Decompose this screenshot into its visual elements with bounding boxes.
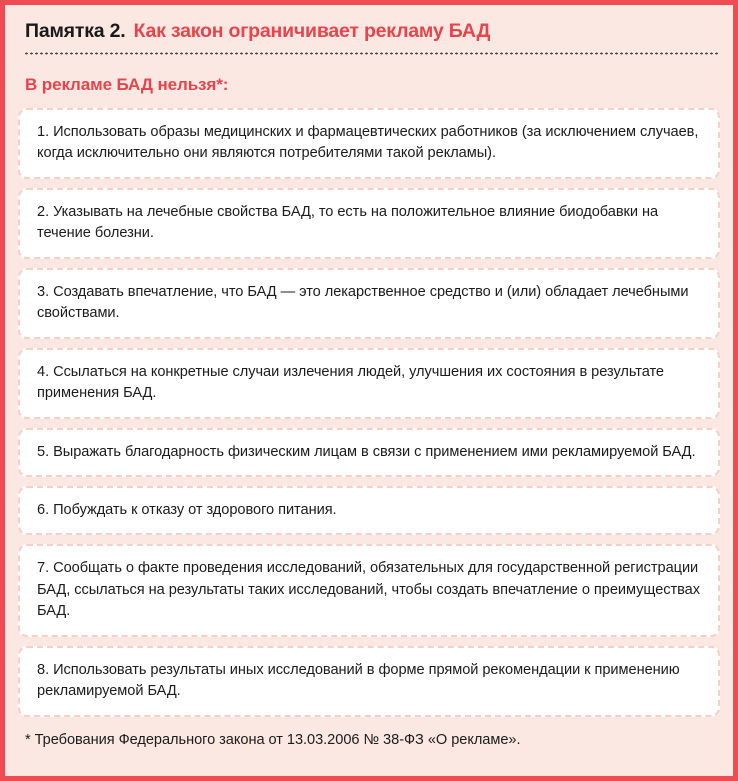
title-prefix: Памятка 2.: [25, 20, 126, 42]
restrictions-list: [18, 108, 720, 717]
list-item: [18, 486, 720, 535]
list-item-text: 3. Создавать впечатление, что БАД — это лекарственное средство и (или) обладает лечебными свойствами.: [37, 283, 689, 322]
footnote: * Требования Федерального закона от 13.03.2006 № 38-ФЗ «О рекламе».: [25, 731, 521, 748]
list-item: [18, 646, 720, 717]
list-item-text: 8. Использовать результаты иных исследований в форме прямой рекомендации к применению рекламируемой БАД.: [37, 661, 680, 700]
list-item: [18, 428, 720, 477]
list-item-text: 2. Указывать на лечебные свойства БАД, то есть на положительное влияние биодобавки на течение болезни.: [37, 203, 659, 242]
list-item: [18, 108, 720, 179]
page-inner: [5, 5, 733, 776]
list-item-text: 1. Использовать образы медицинских и фармацевтических работников (за исключением случаев, когда исключительно они являются потребителями такой рекламы).: [37, 124, 699, 162]
list-item-text: 5. Выражать благодарность физическим лицам в связи с применением ими рекламируемой БАД.: [37, 443, 696, 460]
section-subtitle: В рекламе БАД нельзя*:: [25, 75, 229, 94]
list-item: [18, 544, 720, 636]
list-item-text: 6. Побуждать к отказу от здорового питания.: [37, 501, 337, 518]
list-item-text: 7. Сообщать о факте проведения исследований, обязательных для государственной регистрации БАД, ссылаться на результаты таких исследований, чтобы создать впечатление о преимуществах БАД.: [37, 560, 700, 620]
list-item: [18, 268, 720, 339]
list-item: [18, 188, 720, 259]
list-item-text: 4. Ссылаться на конкретные случаи излечения людей, улучшения их состояния в результате применения БАД.: [37, 363, 664, 402]
title-main: Как закон ограничивает рекламу БАД: [133, 20, 491, 42]
page-title: [18, 5, 720, 43]
title-divider: [24, 52, 718, 55]
list-item: [18, 348, 720, 419]
